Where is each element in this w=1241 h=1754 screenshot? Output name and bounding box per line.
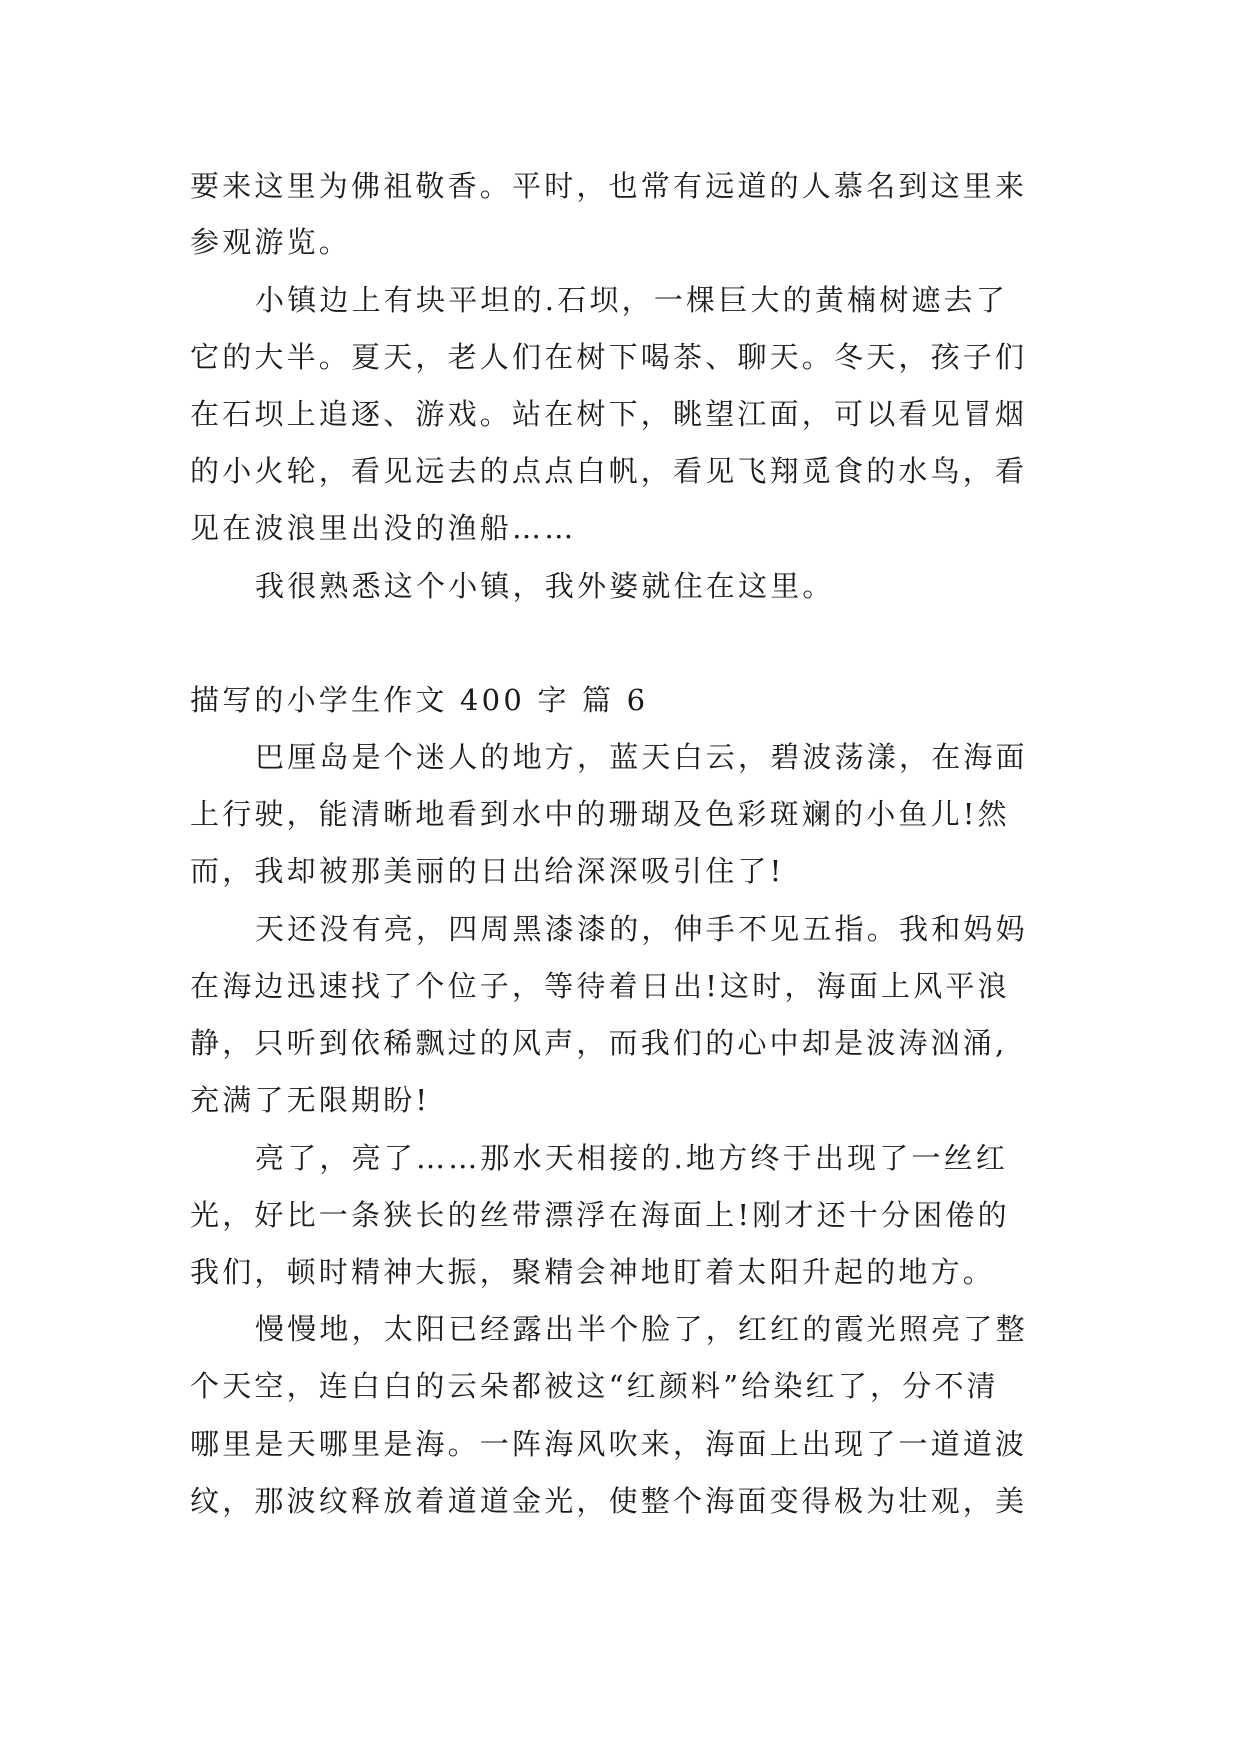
paragraph-line: 静，只听到依稀飘过的风声，而我们的心中却是波涛汹涌, [190, 1026, 1008, 1060]
paragraph-line: 它的大半。夏天，老人们在树下喝茶、聊天。冬天，孩子们 [190, 340, 1028, 374]
paragraph-first-line: 小镇边上有块平坦的.石坝，一棵巨大的黄楠树遮去了 [255, 283, 1009, 317]
paragraph-line: 纹，那波纹释放着道道金光，使整个海面变得极为壮观，美 [190, 1484, 1028, 1518]
paragraph-line: 见在波浪里出没的渔船…… [190, 511, 577, 545]
paragraph-line: 个天空，连白白的云朵都被这“红颜料”给染红了，分不清 [190, 1369, 999, 1403]
paragraph-line: 的小火轮，看见远去的点点白帆，看见飞翔觅食的水鸟，看 [190, 454, 1028, 488]
paragraph-line: 要来这里为佛祖敬香。平时，也常有远道的人慕名到这里来 [190, 169, 1028, 203]
section-heading: 描写的小学生作文 400 字 篇 6 [190, 683, 649, 717]
paragraph-first-line: 天还没有亮，四周黑漆漆的，伸手不见五指。我和妈妈 [255, 912, 1028, 946]
paragraph-line: 在海边迅速找了个位子，等待着日出!这时，海面上风平浪 [190, 969, 1010, 1003]
paragraph-line: 光，好比一条狭长的丝带漂浮在海面上!刚才还十分困倦的 [190, 1198, 1010, 1232]
paragraph-line: 我们，顿时精神大振，聚精会神地盯着太阳升起的地方。 [190, 1255, 996, 1289]
paragraph-first-line: 慢慢地，太阳已经露出半个脸了，红红的霞光照亮了整 [255, 1312, 1028, 1346]
paragraph-first-line: 亮了，亮了……那水天相接的.地方终于出现了一丝红 [255, 1141, 1009, 1175]
paragraph-first-line: 巴厘岛是个迷人的地方，蓝天白云，碧波荡漾，在海面 [255, 740, 1028, 774]
paragraph-line: 在石坝上追逐、游戏。站在树下，眺望江面，可以看见冒烟 [190, 397, 1028, 431]
paragraph-first-line: 我很熟悉这个小镇，我外婆就住在这里。 [255, 569, 835, 603]
paragraph-line: 而，我却被那美丽的日出给深深吸引住了! [190, 854, 785, 888]
paragraph-line: 参观游览。 [190, 225, 352, 259]
paragraph-line: 上行驶，能清晰地看到水中的珊瑚及色彩斑斓的小鱼儿!然 [190, 797, 1010, 831]
paragraph-line: 哪里是天哪里是海。一阵海风吹来，海面上出现了一道道波 [190, 1427, 1028, 1461]
paragraph-line: 充满了无限期盼! [190, 1083, 431, 1117]
